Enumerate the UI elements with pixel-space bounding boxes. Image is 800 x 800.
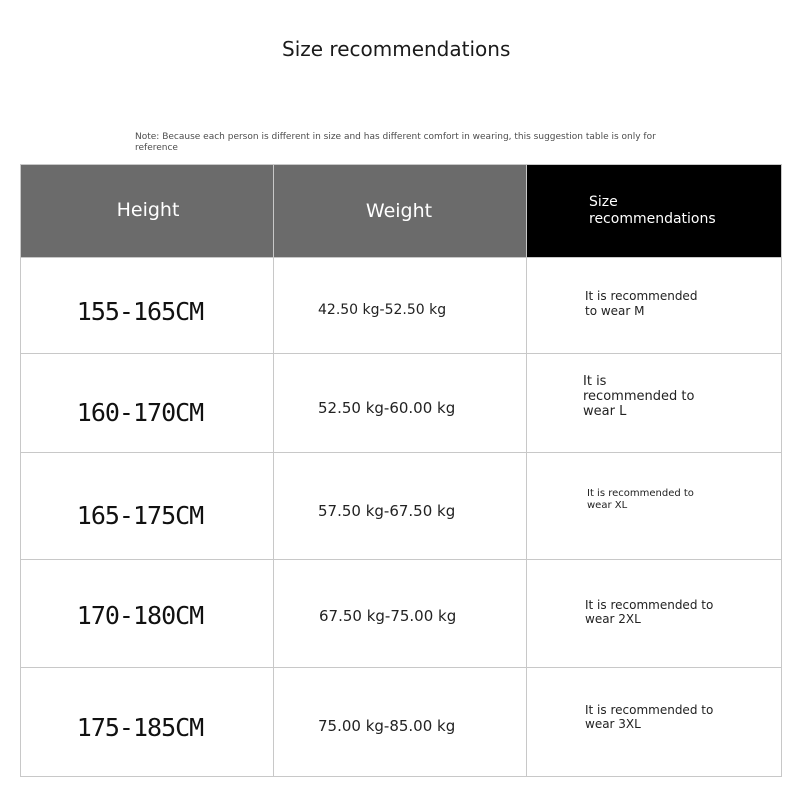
height-value: 165-175CM xyxy=(76,500,204,530)
header-weight xyxy=(274,165,527,258)
table-row xyxy=(21,354,782,453)
height-value: 160-170CM xyxy=(76,397,204,427)
recommendation-cell xyxy=(527,258,782,354)
weight-value: 57.50 kg-67.50 kg xyxy=(318,501,456,520)
size-chart-table xyxy=(20,164,782,777)
recommendation-cell xyxy=(527,453,782,560)
weight-cell xyxy=(274,560,527,668)
header-height-label: Height xyxy=(116,199,180,221)
reference-note: Note: Because each person is different in size and has different comfort in wearing, this suggestion table is only for reference xyxy=(135,132,656,153)
table-row xyxy=(21,453,782,560)
recommendation-text: It is recommended to wear XL xyxy=(587,487,694,511)
table-row xyxy=(21,668,782,777)
weight-cell xyxy=(274,453,527,560)
weight-value: 75.00 kg-85.00 kg xyxy=(318,716,456,735)
height-value: 155-165CM xyxy=(76,297,204,326)
recommendation-cell xyxy=(527,354,782,453)
weight-value: 67.50 kg-75.00 kg xyxy=(319,606,457,625)
recommendation-cell xyxy=(527,668,782,777)
header-height xyxy=(21,165,274,258)
header-size-recommendations xyxy=(527,165,782,258)
header-size-label: Size recommendations xyxy=(589,193,716,227)
recommendation-text: It is recommended to wear L xyxy=(583,373,695,419)
page-title: Size recommendations xyxy=(282,37,511,61)
weight-value: 42.50 kg-52.50 kg xyxy=(318,302,447,318)
height-cell xyxy=(21,354,274,453)
recommendation-text: It is recommended to wear M xyxy=(585,289,698,318)
weight-cell xyxy=(274,354,527,453)
height-cell xyxy=(21,668,274,777)
recommendation-text: It is recommended to wear 3XL xyxy=(585,702,714,731)
table-row xyxy=(21,560,782,668)
weight-cell xyxy=(274,668,527,777)
height-cell xyxy=(21,453,274,560)
table-row xyxy=(21,258,782,354)
table-header-row xyxy=(21,165,782,258)
header-weight-label: Weight xyxy=(365,200,433,222)
weight-cell xyxy=(274,258,527,354)
height-value: 170-180CM xyxy=(76,601,204,630)
height-value: 175-185CM xyxy=(76,712,204,742)
recommendation-text: It is recommended to wear 2XL xyxy=(585,597,714,626)
height-cell xyxy=(21,258,274,354)
recommendation-cell xyxy=(527,560,782,668)
weight-value: 52.50 kg-60.00 kg xyxy=(318,399,456,417)
height-cell xyxy=(21,560,274,668)
